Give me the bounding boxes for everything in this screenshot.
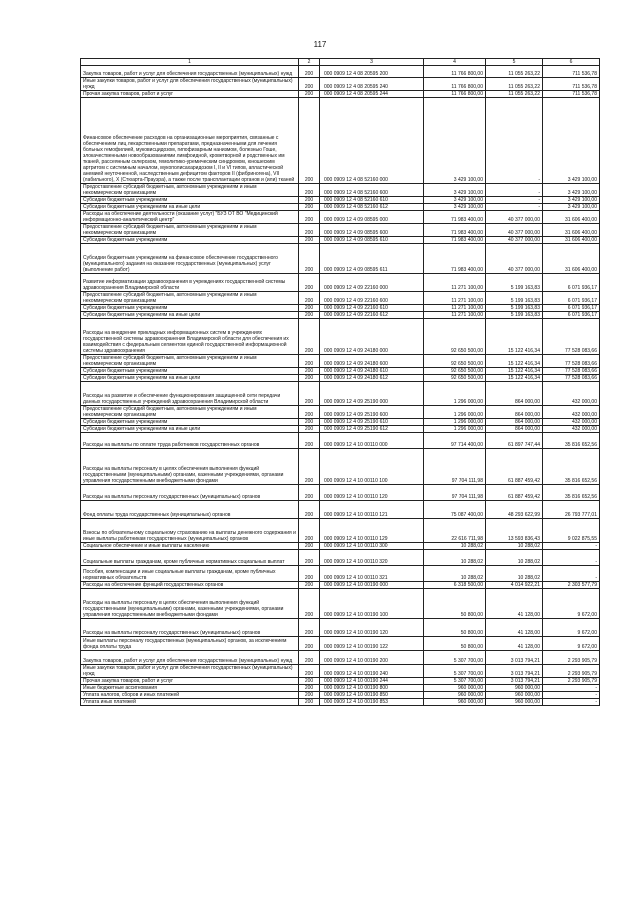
table-row (81, 184, 600, 197)
expense-name-cell: Взносы по обязательному социальному страхованию на выплаты денежного содержания и иные выплаты работникам государственных (муниципальных) органов (81, 519, 299, 543)
budget-code-cell: 000 0909 12 4 08 52160 600 (320, 184, 424, 197)
executed-amount-cell: 10 288,02 (486, 543, 543, 550)
executed-amount-cell: 61 887 459,42 (486, 449, 543, 485)
column-header: 2 (299, 59, 320, 66)
column-header: 5 (486, 59, 543, 66)
expense-name-cell: Финансовое обеспечение расходов на организационные мероприятия, связанные с обеспечением лиц лекарственными препаратами, предназначенными для лечения больных гемофилией, муковисцидозом, гипофизарным нанизмом, болезнью Гоше, злокачественными новообразованиями лимфоидной, кроветворной и родственных им тканей, рассеянным склерозом, гемолитико-уремическим синдромом, юношеским артритом с системным началом, мукополисахаридозом I, II и VI типов, апластической анемией неуточненной, наследственным дефицитом факторов II (фибриногена), VII (лабильного), X (Стюарта-Прауэра), а также после трансплантации органов и (или) тканей (81, 98, 299, 184)
executed-amount-cell: 864 000,00 (486, 406, 543, 419)
table-row (81, 582, 600, 589)
budget-code-cell: 000 0909 12 4 09 25190 600 (320, 406, 424, 419)
budget-code-cell: 000 0909 12 4 10 00190 000 (320, 582, 424, 589)
budget-code-cell: 000 0909 12 4 09 08595 610 (320, 237, 424, 244)
budget-code-cell: 000 0909 12 4 09 24180 612 (320, 375, 424, 382)
remaining-amount-cell: 432 000,00 (543, 406, 600, 419)
remaining-amount-cell: 9 672,00 (543, 637, 600, 651)
approved-amount-cell: 71 983 400,00 (424, 211, 486, 224)
remaining-amount-cell: - (543, 699, 600, 706)
expense-name-cell: Субсидии бюджетным учреждениям (81, 419, 299, 426)
expense-name-cell: Предоставление субсидий бюджетным, автономным учреждениям и иным некоммерческим организациям (81, 224, 299, 237)
approved-amount-cell: 11 271 100,00 (424, 292, 486, 305)
remaining-amount-cell: 31 606 400,00 (543, 211, 600, 224)
executed-amount-cell: 864 000,00 (486, 426, 543, 433)
executed-amount-cell: 11 055 263,22 (486, 91, 543, 98)
budget-code-cell: 000 0909 12 4 10 00190 800 (320, 685, 424, 692)
expense-name-cell: Социальные выплаты гражданам, кроме публичных нормативных социальных выплат (81, 550, 299, 566)
table-row (81, 274, 600, 292)
budget-code-cell: 000 0909 12 4 10 00190 850 (320, 692, 424, 699)
remaining-amount-cell: 711 536,78 (543, 66, 600, 78)
line-code-cell: 200 (299, 651, 320, 665)
expense-name-cell: Субсидии бюджетным учреждениям (81, 197, 299, 204)
remaining-amount-cell: - (543, 692, 600, 699)
expense-name-cell: Уплата иных платежей (81, 699, 299, 706)
remaining-amount-cell: - (543, 685, 600, 692)
expense-name-cell: Расходы на выплаты персоналу в целях обеспечения выполнения функций государственными (муниципальными) органами, казенными учреждениями, органами управления государственными внебюджетными фондами (81, 449, 299, 485)
budget-code-cell: 000 0909 12 4 09 24180 600 (320, 355, 424, 368)
budget-code-cell: 000 0909 12 4 10 00110 100 (320, 449, 424, 485)
budget-code-cell: 000 0909 12 4 09 22160 612 (320, 312, 424, 319)
executed-amount-cell: 960 000,00 (486, 685, 543, 692)
approved-amount-cell: 71 983 400,00 (424, 237, 486, 244)
line-code-cell: 200 (299, 685, 320, 692)
executed-amount-cell: 61 897 747,44 (486, 433, 543, 449)
approved-amount-cell: 3 429 100,00 (424, 197, 486, 204)
table-row (81, 382, 600, 406)
table-row (81, 619, 600, 637)
line-code-cell: 200 (299, 382, 320, 406)
line-code-cell: 200 (299, 426, 320, 433)
approved-amount-cell: 1 296 000,00 (424, 382, 486, 406)
table-row (81, 368, 600, 375)
remaining-amount-cell: 432 000,00 (543, 419, 600, 426)
table-row (81, 550, 600, 566)
table-row (81, 312, 600, 319)
executed-amount-cell: 11 055 263,22 (486, 78, 543, 91)
approved-amount-cell: 5 307 700,00 (424, 665, 486, 678)
executed-amount-cell: 864 000,00 (486, 382, 543, 406)
approved-amount-cell: 3 429 100,00 (424, 204, 486, 211)
remaining-amount-cell: 35 816 652,56 (543, 433, 600, 449)
table-row (81, 355, 600, 368)
executed-amount-cell: 15 122 416,34 (486, 375, 543, 382)
approved-amount-cell: 6 318 500,00 (424, 582, 486, 589)
remaining-amount-cell: 711 536,78 (543, 78, 600, 91)
line-code-cell: 200 (299, 319, 320, 355)
budget-code-cell: 000 0909 12 4 10 00110 321 (320, 566, 424, 582)
table-row (81, 224, 600, 237)
approved-amount-cell: 960 000,00 (424, 699, 486, 706)
approved-amount-cell: 50 800,00 (424, 637, 486, 651)
table-row (81, 78, 600, 91)
expense-name-cell: Расходы на выплаты по оплате труда работников государственных органов (81, 433, 299, 449)
approved-amount-cell: 5 307 700,00 (424, 678, 486, 685)
line-code-cell: 200 (299, 91, 320, 98)
executed-amount-cell: 40 377 000,00 (486, 211, 543, 224)
table-row (81, 637, 600, 651)
budget-code-cell: 000 0909 12 4 08 20595 200 (320, 66, 424, 78)
budget-code-cell: 000 0909 12 4 10 00190 122 (320, 637, 424, 651)
expense-name-cell: Субсидии бюджетным учреждениям на финансовое обеспечение государственного (муниципального) задания на оказание государственных (муниципальных) услуг (выполнение работ) (81, 244, 299, 274)
executed-amount-cell: 13 593 836,43 (486, 519, 543, 543)
table-row (81, 685, 600, 692)
line-code-cell: 200 (299, 292, 320, 305)
budget-code-cell: 000 0909 12 4 09 24180 610 (320, 368, 424, 375)
table-row (81, 305, 600, 312)
line-code-cell: 200 (299, 699, 320, 706)
budget-code-cell: 000 0909 12 4 10 00110 000 (320, 433, 424, 449)
remaining-amount-cell: 6 071 936,17 (543, 305, 600, 312)
approved-amount-cell: 97 714 400,00 (424, 433, 486, 449)
line-code-cell: 200 (299, 66, 320, 78)
table-row (81, 406, 600, 419)
line-code-cell: 200 (299, 197, 320, 204)
budget-code-cell: 000 0909 12 4 10 00110 121 (320, 501, 424, 519)
table-row (81, 211, 600, 224)
table-row (81, 665, 600, 678)
executed-amount-cell: 11 055 263,22 (486, 66, 543, 78)
executed-amount-cell: 864 000,00 (486, 419, 543, 426)
expense-name-cell: Субсидии бюджетным учреждениям на иные цели (81, 375, 299, 382)
line-code-cell: 200 (299, 78, 320, 91)
approved-amount-cell: 50 800,00 (424, 619, 486, 637)
table-row (81, 237, 600, 244)
table-row (81, 519, 600, 543)
executed-amount-cell: 3 013 794,21 (486, 651, 543, 665)
budget-code-cell: 000 0909 12 4 10 00190 200 (320, 651, 424, 665)
executed-amount-cell: 5 199 163,83 (486, 274, 543, 292)
line-code-cell: 200 (299, 665, 320, 678)
table-row (81, 501, 600, 519)
executed-amount-cell: - (486, 204, 543, 211)
approved-amount-cell: 92 650 500,00 (424, 355, 486, 368)
remaining-amount-cell: 6 071 936,17 (543, 274, 600, 292)
table-row (81, 66, 600, 78)
remaining-amount-cell: 35 816 652,56 (543, 485, 600, 501)
approved-amount-cell: 92 650 500,00 (424, 319, 486, 355)
approved-amount-cell: 960 000,00 (424, 685, 486, 692)
budget-code-cell: 000 0909 12 4 10 00110 120 (320, 485, 424, 501)
approved-amount-cell: 11 271 100,00 (424, 274, 486, 292)
expense-name-cell: Расходы на внедрение прикладных информационных систем в учреждениях государственной системы здравоохранения Владимирской области для обеспечения их взаимодействия с федеральным сегментом единой государственной информационной системы здравоохранения (81, 319, 299, 355)
expense-name-cell: Прочая закупка товаров, работ и услуг (81, 91, 299, 98)
executed-amount-cell: 15 122 416,34 (486, 319, 543, 355)
remaining-amount-cell: 31 606 400,00 (543, 237, 600, 244)
budget-code-cell: 000 0909 12 4 09 22160 610 (320, 305, 424, 312)
approved-amount-cell: 92 650 500,00 (424, 375, 486, 382)
approved-amount-cell: 11 766 800,00 (424, 66, 486, 78)
remaining-amount-cell: 35 816 652,56 (543, 449, 600, 485)
approved-amount-cell: 3 429 100,00 (424, 184, 486, 197)
remaining-amount-cell: 26 793 777,01 (543, 501, 600, 519)
approved-amount-cell: 22 616 711,98 (424, 519, 486, 543)
remaining-amount-cell: 9 022 875,55 (543, 519, 600, 543)
line-code-cell: 200 (299, 237, 320, 244)
line-code-cell: 200 (299, 566, 320, 582)
approved-amount-cell: 960 000,00 (424, 692, 486, 699)
expense-name-cell: Социальное обеспечение и иные выплаты населению (81, 543, 299, 550)
table-row (81, 485, 600, 501)
executed-amount-cell: 10 288,02 (486, 550, 543, 566)
line-code-cell: 200 (299, 449, 320, 485)
line-code-cell: 200 (299, 244, 320, 274)
remaining-amount-cell: 3 429 100,00 (543, 197, 600, 204)
table-row (81, 692, 600, 699)
expense-name-cell: Предоставление субсидий бюджетным, автономным учреждениям и иным некоммерческим организациям (81, 292, 299, 305)
approved-amount-cell: 97 704 111,98 (424, 485, 486, 501)
executed-amount-cell: - (486, 197, 543, 204)
table-row (81, 375, 600, 382)
approved-amount-cell: 11 766 800,00 (424, 78, 486, 91)
line-code-cell: 200 (299, 519, 320, 543)
line-code-cell: 200 (299, 419, 320, 426)
executed-amount-cell: 41 128,00 (486, 637, 543, 651)
expense-name-cell: Субсидии бюджетным учреждениям (81, 305, 299, 312)
approved-amount-cell: 71 983 400,00 (424, 244, 486, 274)
expense-name-cell: Расходы на выплаты персоналу государственных (муниципальных) органов (81, 619, 299, 637)
line-code-cell: 200 (299, 274, 320, 292)
approved-amount-cell: 1 296 000,00 (424, 419, 486, 426)
expense-name-cell: Расходы на обеспечение деятельности (оказание услуг) "БУЗ ОТ ВО "Медицинский информационно-аналитический центр" (81, 211, 299, 224)
line-code-cell: 200 (299, 543, 320, 550)
table-row (81, 699, 600, 706)
remaining-amount-cell: 31 606 400,00 (543, 224, 600, 237)
budget-code-cell: 000 0909 12 4 09 08595 600 (320, 224, 424, 237)
executed-amount-cell: - (486, 184, 543, 197)
approved-amount-cell: 10 288,02 (424, 566, 486, 582)
remaining-amount-cell: 2 293 905,79 (543, 678, 600, 685)
expense-name-cell: Субсидии бюджетным учреждениям на иные цели (81, 312, 299, 319)
executed-amount-cell: 41 128,00 (486, 589, 543, 619)
approved-amount-cell: 1 296 000,00 (424, 406, 486, 419)
remaining-amount-cell: 77 528 083,66 (543, 319, 600, 355)
table-row (81, 91, 600, 98)
budget-code-cell: 000 0909 12 4 09 22160 600 (320, 292, 424, 305)
line-code-cell: 200 (299, 368, 320, 375)
line-code-cell: 200 (299, 582, 320, 589)
budget-code-cell: 000 0909 12 4 09 22160 000 (320, 274, 424, 292)
page-number: 117 (313, 40, 327, 49)
approved-amount-cell: 71 983 400,00 (424, 224, 486, 237)
expense-name-cell: Иные выплаты персоналу государственных (муниципальных) органов, за исключением фонда оплаты труда (81, 637, 299, 651)
executed-amount-cell: 41 128,00 (486, 619, 543, 637)
line-code-cell: 200 (299, 501, 320, 519)
remaining-amount-cell: 432 000,00 (543, 382, 600, 406)
budget-code-cell: 000 0909 12 4 09 25190 610 (320, 419, 424, 426)
expense-name-cell: Расходы на выплаты персоналу государственных (муниципальных) органов (81, 485, 299, 501)
budget-code-cell: 000 0909 12 4 10 00190 100 (320, 589, 424, 619)
remaining-amount-cell: 432 000,00 (543, 426, 600, 433)
executed-amount-cell: 61 887 459,42 (486, 485, 543, 501)
budget-code-cell: 000 0909 12 4 08 52160 612 (320, 204, 424, 211)
table-row (81, 204, 600, 211)
budget-code-cell: 000 0909 12 4 09 08595 000 (320, 211, 424, 224)
budget-code-cell: 000 0909 12 4 10 00190 853 (320, 699, 424, 706)
expense-name-cell: Закупка товаров, работ и услуг для обеспечения государственных (муниципальных) нужд (81, 651, 299, 665)
line-code-cell: 200 (299, 305, 320, 312)
table-header-row (81, 59, 600, 66)
remaining-amount-cell: 711 536,78 (543, 91, 600, 98)
approved-amount-cell: 50 800,00 (424, 589, 486, 619)
line-code-cell: 200 (299, 224, 320, 237)
line-code-cell: 200 (299, 184, 320, 197)
budget-table (80, 58, 600, 706)
line-code-cell: 200 (299, 692, 320, 699)
table-row (81, 651, 600, 665)
expense-name-cell: Иные бюджетные ассигнования (81, 685, 299, 692)
budget-code-cell: 000 0909 12 4 08 20595 244 (320, 91, 424, 98)
remaining-amount-cell: 31 606 400,00 (543, 244, 600, 274)
remaining-amount-cell: 3 429 100,00 (543, 98, 600, 184)
column-header: 4 (424, 59, 486, 66)
executed-amount-cell: 960 000,00 (486, 699, 543, 706)
expense-name-cell: Прочая закупка товаров, работ и услуг (81, 678, 299, 685)
executed-amount-cell: 40 377 000,00 (486, 224, 543, 237)
executed-amount-cell: 4 014 922,21 (486, 582, 543, 589)
table-row (81, 98, 600, 184)
executed-amount-cell: - (486, 98, 543, 184)
expense-name-cell: Субсидии бюджетным учреждениям на иные цели (81, 204, 299, 211)
line-code-cell: 200 (299, 678, 320, 685)
budget-code-cell: 000 0909 12 4 08 52160 000 (320, 98, 424, 184)
line-code-cell: 200 (299, 312, 320, 319)
line-code-cell: 200 (299, 355, 320, 368)
executed-amount-cell: 960 000,00 (486, 692, 543, 699)
executed-amount-cell: 5 199 163,83 (486, 305, 543, 312)
table-row (81, 419, 600, 426)
budget-code-cell: 000 0909 12 4 10 00110 300 (320, 543, 424, 550)
expense-name-cell: Предоставление субсидий бюджетным, автономным учреждениям и иным некоммерческим организациям (81, 355, 299, 368)
remaining-amount-cell: 9 672,00 (543, 589, 600, 619)
remaining-amount-cell: 3 429 100,00 (543, 184, 600, 197)
table-body (81, 66, 600, 706)
budget-code-cell: 000 0909 12 4 09 24180 000 (320, 319, 424, 355)
executed-amount-cell: 5 199 163,83 (486, 312, 543, 319)
approved-amount-cell: 75 087 400,00 (424, 501, 486, 519)
expense-name-cell: Иные закупки товаров, работ и услуг для обеспечения государственных (муниципальных) нужд (81, 665, 299, 678)
expense-name-cell: Уплата налогов, сборов и иных платежей (81, 692, 299, 699)
table-row (81, 449, 600, 485)
remaining-amount-cell: 77 528 083,66 (543, 368, 600, 375)
remaining-amount-cell: - (543, 543, 600, 550)
expense-name-cell: Фонд оплаты труда государственных (муниципальных) органов (81, 501, 299, 519)
budget-code-cell: 000 0909 12 4 10 00110 129 (320, 519, 424, 543)
line-code-cell: 200 (299, 637, 320, 651)
approved-amount-cell: 11 271 100,00 (424, 305, 486, 312)
remaining-amount-cell: 77 528 083,66 (543, 355, 600, 368)
expense-name-cell: Иные закупки товаров, работ и услуг для обеспечения государственных (муниципальных) нужд (81, 78, 299, 91)
budget-code-cell: 000 0909 12 4 09 25190 000 (320, 382, 424, 406)
line-code-cell: 200 (299, 98, 320, 184)
budget-code-cell: 000 0909 12 4 10 00190 240 (320, 665, 424, 678)
line-code-cell: 200 (299, 204, 320, 211)
remaining-amount-cell: 9 672,00 (543, 619, 600, 637)
approved-amount-cell: 10 288,02 (424, 543, 486, 550)
remaining-amount-cell: 6 071 936,17 (543, 312, 600, 319)
approved-amount-cell: 97 704 111,98 (424, 449, 486, 485)
approved-amount-cell: 10 288,02 (424, 550, 486, 566)
expense-name-cell: Расходы на развитие и обеспечение функционирования защищенной сети передачи данных государственных учреждений здравоохранения Владимирской области (81, 382, 299, 406)
budget-code-cell: 000 0909 12 4 09 08595 611 (320, 244, 424, 274)
remaining-amount-cell: 3 429 100,00 (543, 204, 600, 211)
budget-code-cell: 000 0909 12 4 08 52160 610 (320, 197, 424, 204)
budget-code-cell: 000 0909 12 4 10 00190 120 (320, 619, 424, 637)
executed-amount-cell: 3 013 794,21 (486, 665, 543, 678)
executed-amount-cell: 40 377 000,00 (486, 237, 543, 244)
expense-name-cell: Расходы на выплаты персоналу в целях обеспечения выполнения функций государственными (муниципальными) органами, казенными учреждениями, органами управления государственными внебюджетными фондами (81, 589, 299, 619)
remaining-amount-cell: 2 303 577,79 (543, 582, 600, 589)
expense-name-cell: Пособия, компенсации и иные социальные выплаты гражданам, кроме публичных нормативных обязательств (81, 566, 299, 582)
budget-code-cell: 000 0909 12 4 08 20595 240 (320, 78, 424, 91)
table-row (81, 197, 600, 204)
approved-amount-cell: 92 650 500,00 (424, 368, 486, 375)
expense-name-cell: Субсидии бюджетным учреждениям (81, 237, 299, 244)
approved-amount-cell: 11 271 100,00 (424, 312, 486, 319)
line-code-cell: 200 (299, 211, 320, 224)
expense-name-cell: Субсидии бюджетным учреждениям (81, 368, 299, 375)
executed-amount-cell: 15 122 416,34 (486, 355, 543, 368)
expense-name-cell: Предоставление субсидий бюджетным, автономным учреждениям и иным некоммерческим организациям (81, 184, 299, 197)
column-header: 6 (543, 59, 600, 66)
table-row (81, 426, 600, 433)
table-row (81, 543, 600, 550)
table-row (81, 433, 600, 449)
expense-name-cell: Субсидии бюджетным учреждениям на иные цели (81, 426, 299, 433)
line-code-cell: 200 (299, 485, 320, 501)
expense-name-cell: Развитие информатизации здравоохранения в учреждениях государственной системы здравоохранения Владимирской области (81, 274, 299, 292)
line-code-cell: 200 (299, 550, 320, 566)
approved-amount-cell: 1 296 000,00 (424, 426, 486, 433)
line-code-cell: 200 (299, 406, 320, 419)
budget-code-cell: 000 0909 12 4 09 25190 612 (320, 426, 424, 433)
column-header: 3 (320, 59, 424, 66)
remaining-amount-cell: 77 528 083,66 (543, 375, 600, 382)
remaining-amount-cell: 2 293 905,79 (543, 651, 600, 665)
line-code-cell: 200 (299, 375, 320, 382)
executed-amount-cell: 3 013 794,21 (486, 678, 543, 685)
table-row (81, 319, 600, 355)
executed-amount-cell: 5 199 163,83 (486, 292, 543, 305)
executed-amount-cell: 15 122 416,34 (486, 368, 543, 375)
line-code-cell: 200 (299, 433, 320, 449)
remaining-amount-cell: 6 071 936,17 (543, 292, 600, 305)
remaining-amount-cell: - (543, 550, 600, 566)
approved-amount-cell: 5 307 700,00 (424, 651, 486, 665)
remaining-amount-cell: 2 293 905,79 (543, 665, 600, 678)
approved-amount-cell: 3 429 100,00 (424, 98, 486, 184)
table-row (81, 589, 600, 619)
table-row (81, 566, 600, 582)
table-row (81, 244, 600, 274)
budget-code-cell: 000 0909 12 4 10 00110 320 (320, 550, 424, 566)
executed-amount-cell: 40 377 000,00 (486, 244, 543, 274)
executed-amount-cell: 48 293 622,99 (486, 501, 543, 519)
expense-name-cell: Закупка товаров, работ и услуг для обеспечения государственных (муниципальных) нужд (81, 66, 299, 78)
remaining-amount-cell: - (543, 566, 600, 582)
executed-amount-cell: 10 288,02 (486, 566, 543, 582)
line-code-cell: 200 (299, 619, 320, 637)
expense-name-cell: Предоставление субсидий бюджетным, автономным учреждениям и иным некоммерческим организациям (81, 406, 299, 419)
table-row (81, 678, 600, 685)
budget-code-cell: 000 0909 12 4 10 00190 244 (320, 678, 424, 685)
column-header: 1 (81, 59, 299, 66)
line-code-cell: 200 (299, 589, 320, 619)
table-row (81, 292, 600, 305)
approved-amount-cell: 11 766 800,00 (424, 91, 486, 98)
expense-name-cell: Расходы на обеспечение функций государственных органов (81, 582, 299, 589)
